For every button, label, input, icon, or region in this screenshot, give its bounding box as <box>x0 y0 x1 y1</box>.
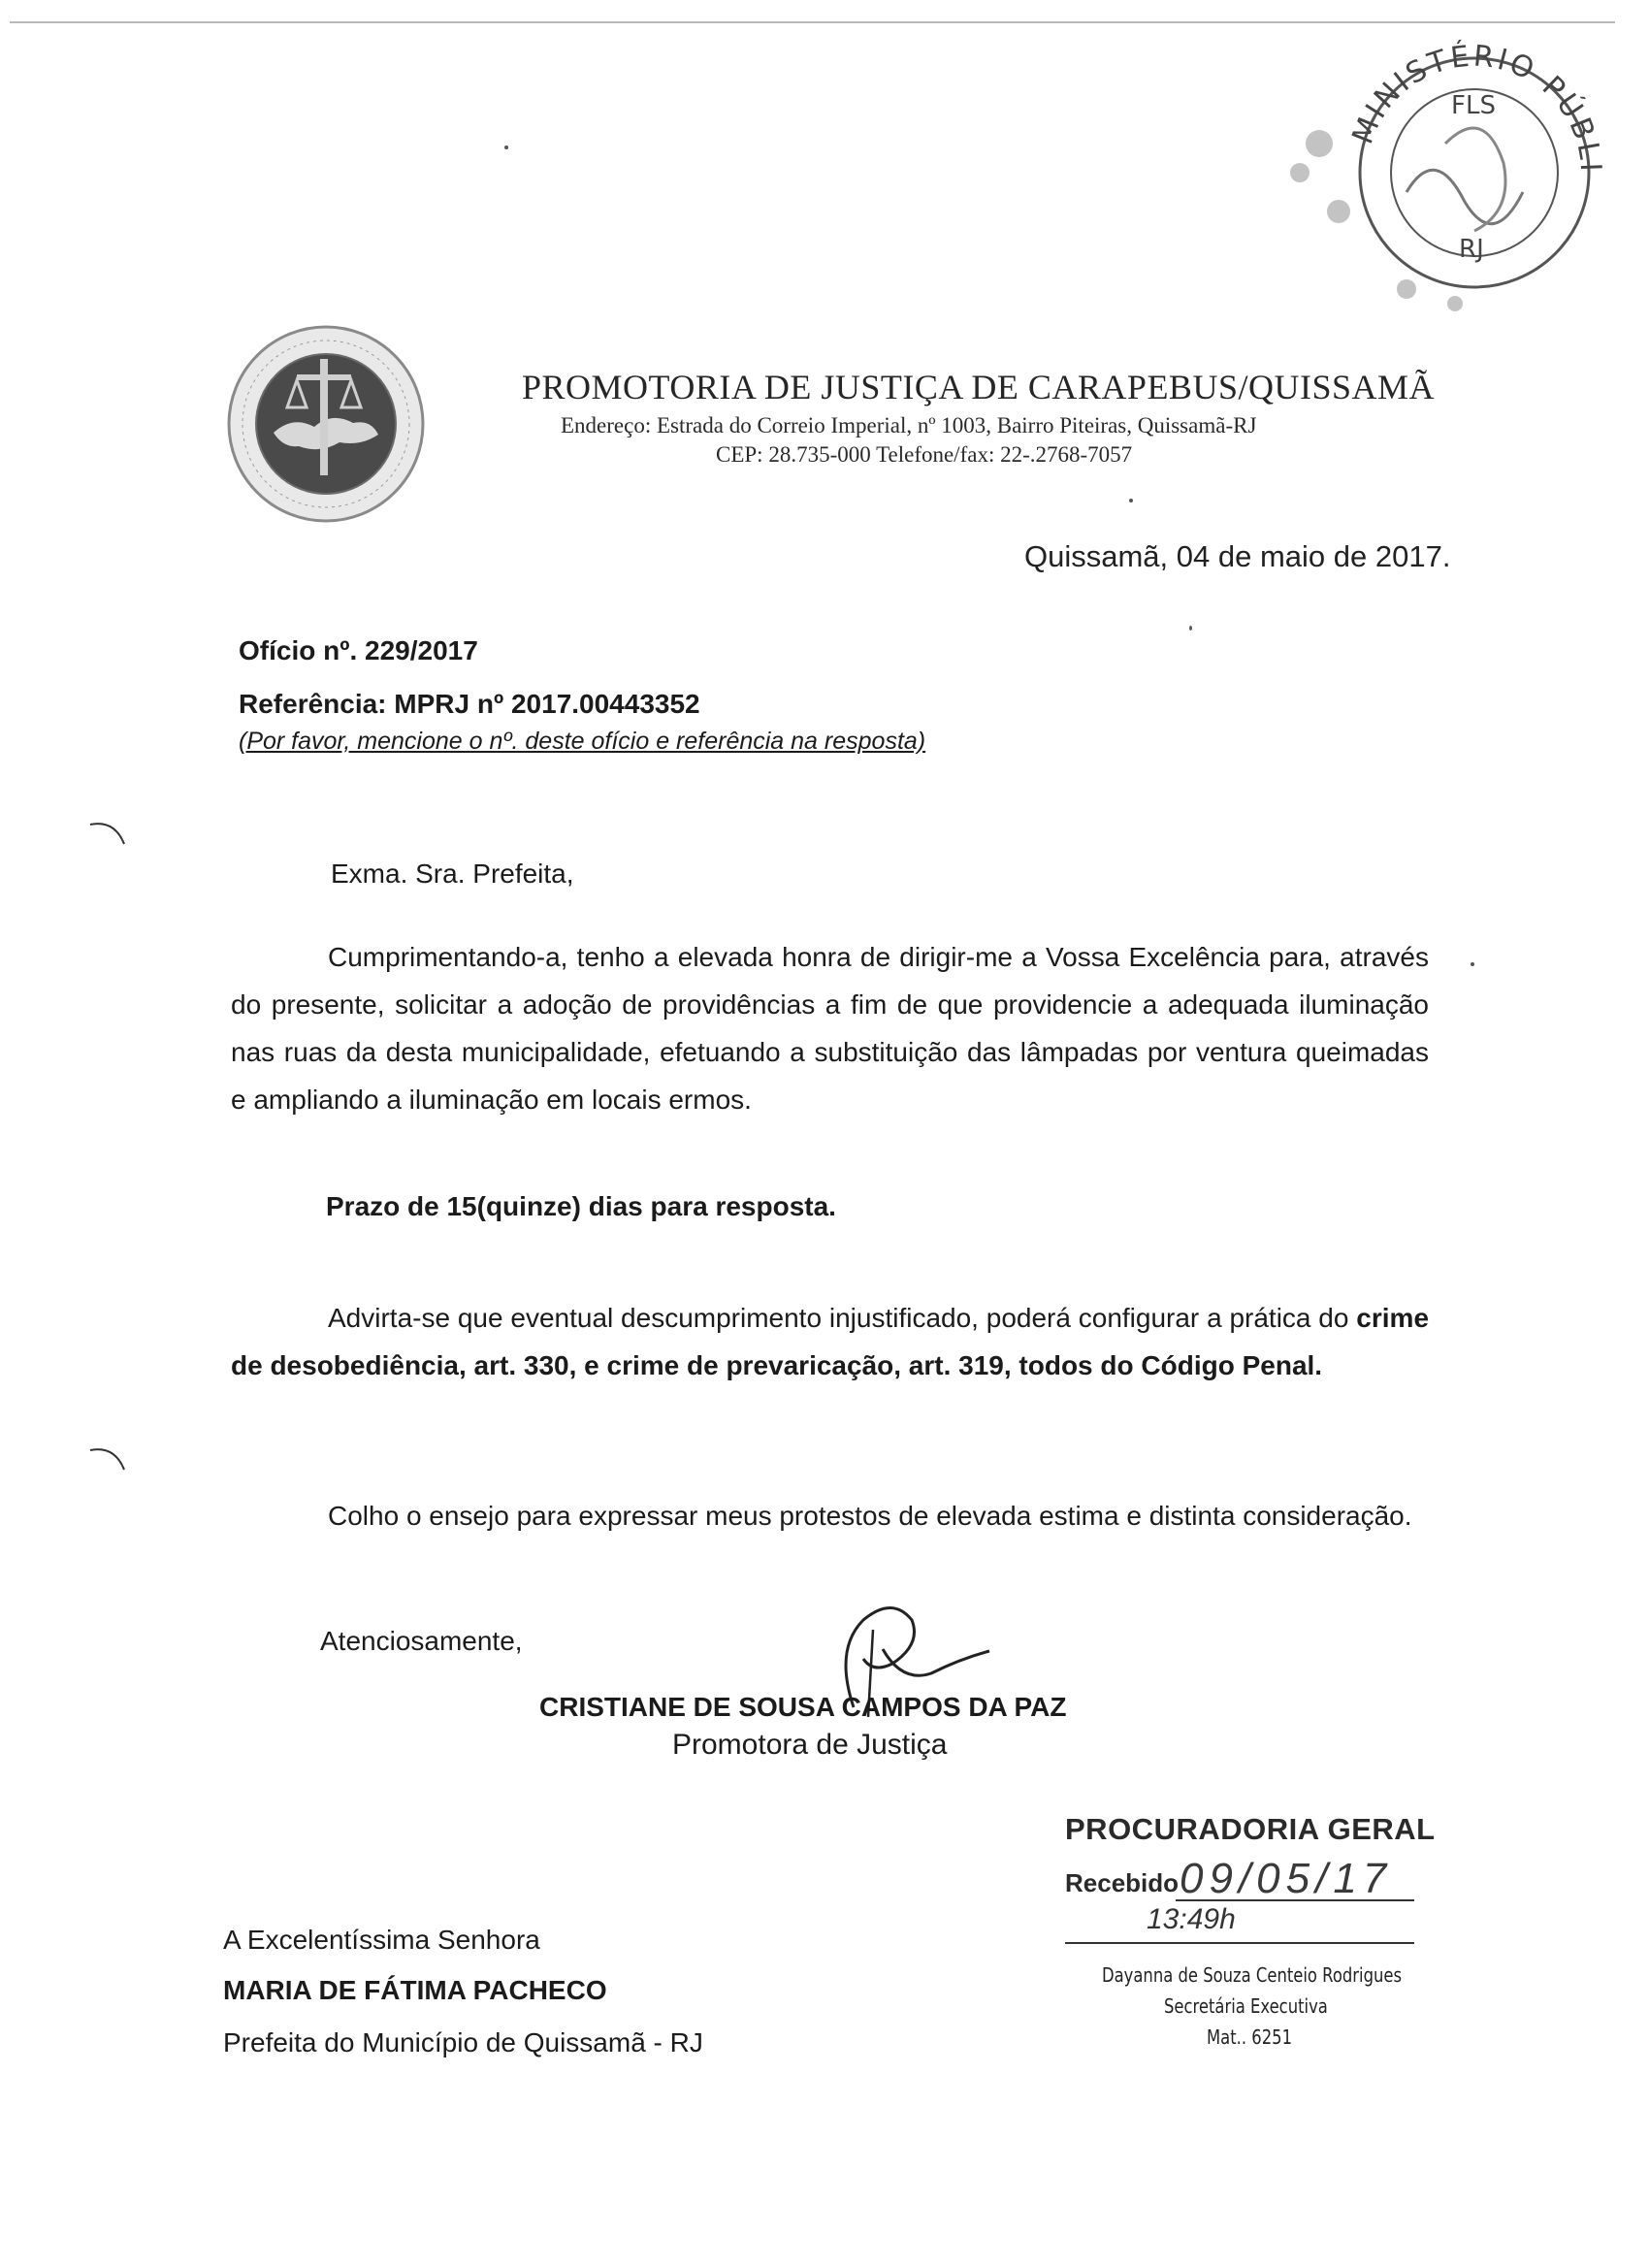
scan-mark <box>85 1445 134 1474</box>
scan-mark <box>85 820 134 849</box>
body-paragraph-1 <box>231 933 1429 1123</box>
document-date: Quissamã, 04 de maio de 2017. <box>1024 539 1451 573</box>
mention-note: (Por favor, mencione o nº. deste ofício e referência na resposta) <box>239 728 926 755</box>
scan-speck <box>1129 499 1133 502</box>
page-top-border <box>10 21 1615 23</box>
recipient-name: MARIA DE FÁTIMA PACHECO <box>223 1975 607 2005</box>
received-stamp-office: PROCURADORIA GERAL <box>1065 1812 1436 1846</box>
received-stamp-person: Dayanna de Souza Centeio Rodrigues <box>1102 1963 1403 1987</box>
stamp-fls-label: FLS <box>1451 91 1496 120</box>
received-stamp-registration: Mat.. 6251 <box>1207 2025 1293 2049</box>
closing-text: Atenciosamente, <box>320 1626 523 1656</box>
recipient-salutation: A Excelentíssima Senhora <box>223 1925 540 1955</box>
body-paragraph-3-text: Colho o ensejo para expressar meus protestos de elevada estima e distinta consideração. <box>328 1501 1412 1531</box>
scan-speck <box>1471 962 1474 966</box>
signatory-name: CRISTIANE DE SOUSA CAMPOS DA PAZ <box>539 1692 1067 1722</box>
received-stamp-label: Recebido <box>1065 1868 1180 1897</box>
received-stamp-person-title: Secretária Executiva <box>1164 1994 1328 2018</box>
office-cep-phone: CEP: 28.735-000 Telefone/fax: 22-.2768-7057 <box>716 442 1133 467</box>
mprj-seal-logo <box>225 318 427 530</box>
svg-text:MINISTÉRIO PÚBLICO: MINISTÉRIO PÚBLI <box>1345 39 1608 176</box>
received-stamp-rule <box>1065 1942 1414 1944</box>
office-title: PROMOTORIA DE JUSTIÇA DE CARAPEBUS/QUISSAMÃ <box>522 368 1435 406</box>
scan-speck <box>504 146 508 149</box>
body-paragraph-1-text: Cumprimentando-a, tenho a elevada honra de dirigir-me a Vossa Excelência para, através do presente, solicitar a adoção de providências a fim de que providencie a adequada iluminação nas ruas da desta municipalidade, efetuando a substituição das lâmpadas por ventura queimadas e ampliando a iluminação em locais ermos. <box>231 942 1429 1115</box>
received-stamp-date: 09/05/17 <box>1180 1855 1393 1902</box>
body-paragraph-2-bold: crime de desobediência, art. 330, e crime de prevaricação, art. 319, todos do Código Penal. <box>231 1303 1430 1380</box>
ministerio-publico-stamp <box>1261 27 1610 318</box>
stamp-state-label: RJ <box>1459 235 1484 264</box>
body-paragraph-2 <box>231 1294 1429 1389</box>
deadline-text: Prazo de 15(quinze) dias para resposta. <box>326 1191 836 1221</box>
reference-number: Referência: MPRJ nº 2017.00443352 <box>239 689 700 719</box>
body-paragraph-2-plain: Advirta-se que eventual descumprimento injustificado, poderá configurar a prática do <box>328 1303 1349 1333</box>
body-paragraph-3 <box>231 1492 1429 1539</box>
received-date-underline <box>1176 1899 1414 1901</box>
recipient-title: Prefeita do Município de Quissamã - RJ <box>223 2027 703 2057</box>
signatory-role: Promotora de Justiça <box>672 1729 948 1761</box>
oficio-number: Ofício nº. 229/2017 <box>239 635 478 665</box>
office-address: Endereço: Estrada do Correio Imperial, nº 1003, Bairro Piteiras, Quissamã-RJ <box>561 413 1257 437</box>
received-stamp-time: 13:49h <box>1147 1903 1236 1935</box>
salutation: Exma. Sra. Prefeita, <box>331 859 574 889</box>
scan-speck <box>1189 626 1192 631</box>
